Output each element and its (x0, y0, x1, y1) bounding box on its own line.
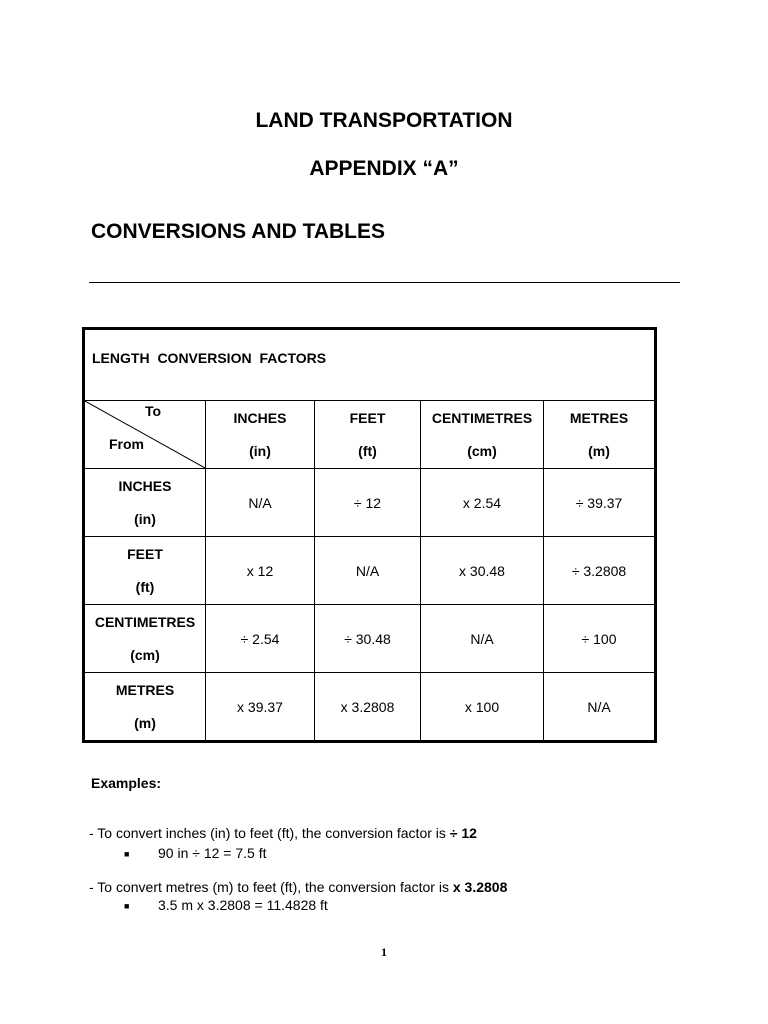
example-bullet: ■ 3.5 m x 3.2808 = 11.4828 ft (124, 897, 328, 913)
column-header-metres: METRES (m) (544, 401, 656, 469)
table-cell: N/A (315, 537, 421, 605)
appendix-title: APPENDIX “A” (309, 157, 459, 180)
table-cell: ÷ 12 (315, 469, 421, 537)
table-cell: N/A (206, 469, 315, 537)
column-header-feet: FEET (ft) (315, 401, 421, 469)
table-cell: ÷ 39.37 (544, 469, 656, 537)
column-header-centimetres: CENTIMETRES (cm) (421, 401, 544, 469)
table-cell: N/A (544, 673, 656, 742)
table-cell: x 39.37 (206, 673, 315, 742)
examples-heading: Examples: (91, 775, 162, 791)
table-cell: ÷ 3.2808 (544, 537, 656, 605)
corner-cell (84, 401, 206, 469)
table-header-row (84, 401, 656, 469)
table-cell: x 3.2808 (315, 673, 421, 742)
document-title: LAND TRANSPORTATION (255, 109, 513, 132)
bullet-icon: ■ (124, 901, 130, 912)
length-conversion-table (82, 327, 657, 743)
table-row (84, 469, 656, 537)
corner-from-label: From (109, 436, 144, 452)
example-item: - To convert metres (m) to feet (ft), the conversion factor is x 3.2808 (89, 879, 508, 895)
table-cell: N/A (421, 605, 544, 673)
table-cell: x 2.54 (421, 469, 544, 537)
row-header-centimetres: CENTIMETRES (cm) (84, 605, 206, 673)
bullet-icon: ■ (124, 849, 130, 860)
table-cell: x 100 (421, 673, 544, 742)
table-cell: x 30.48 (421, 537, 544, 605)
corner-to-label: To (145, 403, 162, 419)
table-cell: ÷ 2.54 (206, 605, 315, 673)
table-cell: ÷ 30.48 (315, 605, 421, 673)
table-row (84, 605, 656, 673)
table-cell: ÷ 100 (544, 605, 656, 673)
table-cell: x 12 (206, 537, 315, 605)
conversion-factor: ÷ 12 (449, 825, 477, 841)
row-header-feet: FEET (ft) (84, 537, 206, 605)
conversion-factor: x 3.2808 (452, 879, 508, 895)
table-caption: LENGTH CONVERSION FACTORS (84, 329, 656, 401)
horizontal-rule (89, 282, 680, 283)
section-heading: CONVERSIONS AND TABLES (91, 220, 386, 243)
page-number: 1 (381, 945, 387, 959)
example-item: - To convert inches (in) to feet (ft), the conversion factor is ÷ 12 (89, 825, 477, 841)
example-bullet: ■ 90 in ÷ 12 = 7.5 ft (124, 845, 267, 861)
row-header-metres: METRES (m) (84, 673, 206, 742)
table-row (84, 673, 656, 742)
table-row (84, 537, 656, 605)
row-header-inches: INCHES (in) (84, 469, 206, 537)
column-header-inches: INCHES (in) (206, 401, 315, 469)
